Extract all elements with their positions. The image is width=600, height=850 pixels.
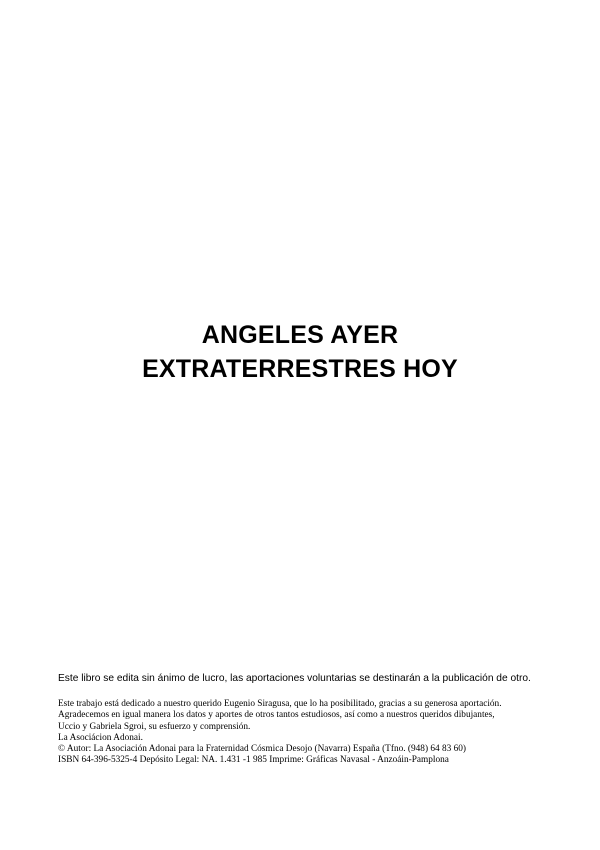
book-title xyxy=(0,318,600,386)
copyright-line: © Autor: La Asociación Adonai para la Fraternidad Cósmica Desojo (Navarra) España (Tfno. (948) 64 83 60) xyxy=(58,744,467,755)
acknowledgement-line-2: Uccio y Gabriela Sgroi, su esfuerzo y comprensión. xyxy=(58,721,251,732)
signature-line: La Asociácion Adonai. xyxy=(58,732,143,743)
title-line-2: EXTRATERRESTRES HOY xyxy=(142,355,458,383)
dedication-line: Este trabajo está dedicado a nuestro querido Eugenio Siragusa, que lo ha posibilitado, gracias a su generosa aportación. xyxy=(58,699,502,709)
non-profit-notice: Este libro se edita sin ánimo de lucro, las aportaciones voluntarias se destinarán a la publicación de otro. xyxy=(58,673,531,684)
title-line-1: ANGELES AYER xyxy=(201,321,399,349)
credits-block xyxy=(58,699,558,767)
acknowledgement-line: Agradecemos en igual manera los datos y aportes de otros tantos estudiosos, así como a nuestros queridos dibujantes, xyxy=(58,710,495,721)
isbn-line: ISBN 64-396-5325-4 Depósito Legal: NA. 1.431 -1 985 Imprime: Gráficas Navasal - Anzoáin-Pamplona xyxy=(58,755,449,766)
